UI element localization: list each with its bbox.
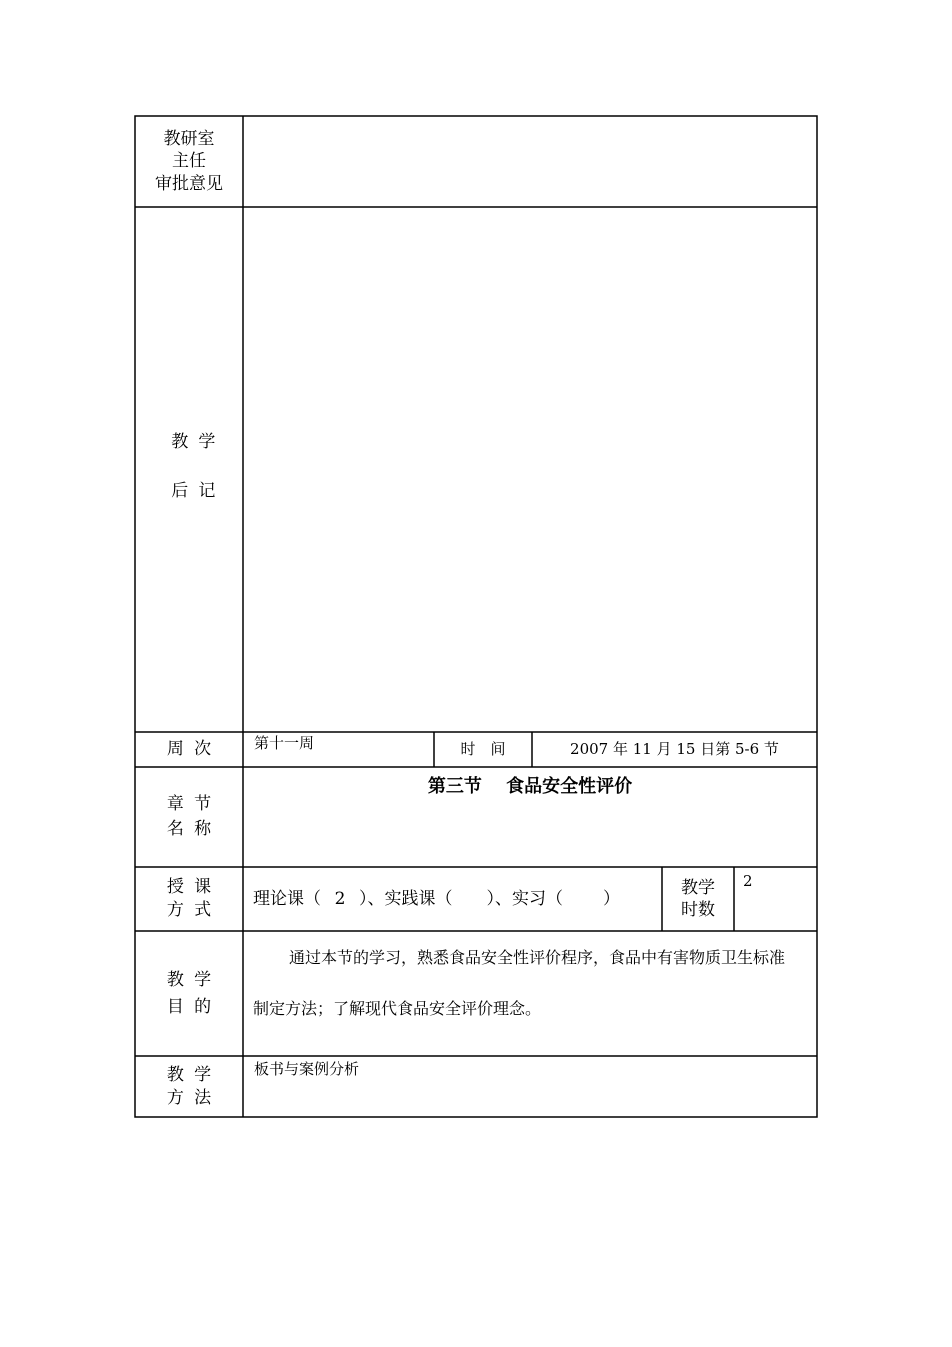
method-value[interactable]: 板书与案例分析 xyxy=(254,1060,360,1078)
review-label xyxy=(135,116,243,207)
review-label-line: 教研室 xyxy=(163,129,215,150)
mode-label xyxy=(135,867,243,931)
method-label-line: 教学 xyxy=(166,1064,222,1085)
mode-label-line: 方式 xyxy=(166,900,222,920)
hours-value[interactable]: 2 xyxy=(743,872,753,890)
method-label-line: 方法 xyxy=(166,1087,222,1108)
review-label-line: 主任 xyxy=(172,151,206,172)
hours-label-line: 时数 xyxy=(681,900,715,920)
chapter-label xyxy=(135,767,243,867)
method-label xyxy=(135,1056,243,1117)
mode-value xyxy=(243,867,662,931)
mode-theory-value[interactable]: 2 xyxy=(334,888,346,909)
hours-label-line: 教学 xyxy=(681,877,715,898)
postscript-label-line: 后记 xyxy=(171,481,226,501)
postscript-value[interactable] xyxy=(243,207,817,732)
week-label-text: 周次 xyxy=(166,739,222,760)
chapter-label-line: 名称 xyxy=(166,819,222,839)
mode-practice-text: ）、实践课（ xyxy=(359,888,453,909)
time-label: 时 间 xyxy=(460,740,506,759)
objective-label-line: 教学 xyxy=(166,970,222,991)
objective-label xyxy=(135,931,243,1056)
chapter-title[interactable]: 第三节 食品安全性评价 xyxy=(427,776,633,797)
hours-label xyxy=(662,867,734,931)
chapter-label-line: 章节 xyxy=(166,794,222,815)
week-value[interactable]: 第十一周 xyxy=(254,734,315,752)
objective-label-line: 目的 xyxy=(166,996,222,1017)
review-label-line: 审批意见 xyxy=(155,173,223,194)
mode-internship-text: ）、实习（ xyxy=(486,888,563,909)
week-label xyxy=(135,732,243,767)
objective-value[interactable] xyxy=(243,931,817,1056)
mode-close-text: ） xyxy=(603,888,620,909)
objective-line: 制定方法；了解现代食品安全评价理念。 xyxy=(253,999,542,1018)
objective-line: 通过本节的学习，熟悉食品安全性评价程序，食品中有害物质卫生标准 xyxy=(289,948,786,967)
postscript-label-line: 教学 xyxy=(171,432,226,452)
mode-label-line: 授课 xyxy=(166,877,222,898)
review-value[interactable] xyxy=(243,116,817,207)
mode-theory-text: 理论课（ xyxy=(253,888,321,909)
time-value[interactable]: 2007 年 11 月 15 日第 5-6 节 xyxy=(570,740,779,759)
postscript-label xyxy=(135,207,243,732)
